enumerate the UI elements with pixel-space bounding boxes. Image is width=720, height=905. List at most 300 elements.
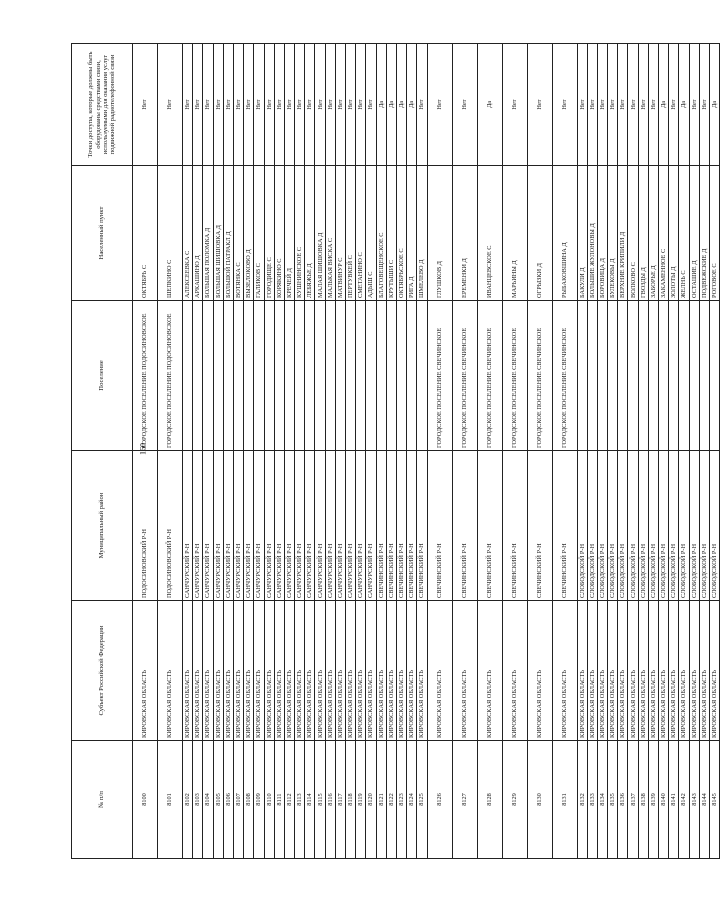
cell-district: СВЕЧИНСКИЙ Р-Н (527, 451, 552, 601)
cell-locality: РЫБАКОВШИНА Д (552, 166, 577, 301)
cell-locality: ЗОЛОТЫ Д (669, 166, 679, 301)
cell-device: Нет (295, 44, 305, 166)
cell-district: САНЧУРСКИЙ Р-Н (315, 451, 325, 601)
table-row (233, 44, 243, 859)
cell-subject: КИРОВСКАЯ ОБЛАСТЬ (356, 601, 366, 741)
cell-district: САНЧУРСКИЙ Р-Н (356, 451, 366, 601)
cell-settlement (223, 301, 233, 451)
access-points-table (71, 43, 720, 859)
cell-settlement (295, 301, 305, 451)
cell-num: 8103 (193, 741, 203, 859)
cell-subject: КИРОВСКАЯ ОБЛАСТЬ (407, 601, 417, 741)
cell-settlement (233, 301, 243, 451)
cell-subject: КИРОВСКАЯ ОБЛАСТЬ (183, 601, 193, 741)
cell-district: СЛОБОДСКОЙ Р-Н (628, 451, 638, 601)
cell-subject: КИРОВСКАЯ ОБЛАСТЬ (254, 601, 264, 741)
cell-subject: КИРОВСКАЯ ОБЛАСТЬ (679, 601, 689, 741)
table-row (502, 44, 527, 859)
cell-locality: МАЛАЯ ШИШОВКА Д (315, 166, 325, 301)
cell-subject: КИРОВСКАЯ ОБЛАСТЬ (699, 601, 709, 741)
cell-subject: КИРОВСКАЯ ОБЛАСТЬ (552, 601, 577, 741)
cell-device: Нет (618, 44, 628, 166)
cell-subject: КИРОВСКАЯ ОБЛАСТЬ (709, 601, 719, 741)
cell-locality: ОКТЯБРЬСКОЕ С (396, 166, 406, 301)
cell-district: САНЧУРСКИЙ Р-Н (213, 451, 223, 601)
table-row (244, 44, 254, 859)
cell-num: 8107 (233, 741, 243, 859)
cell-subject: КИРОВСКАЯ ОБЛАСТЬ (452, 601, 477, 741)
cell-district: САНЧУРСКИЙ Р-Н (223, 451, 233, 601)
cell-locality: ГЛУШКОВ Д (427, 166, 452, 301)
cell-num: 8112 (284, 741, 294, 859)
cell-device: Нет (597, 44, 607, 166)
cell-num: 8135 (608, 741, 618, 859)
cell-settlement (659, 301, 669, 451)
cell-num: 8101 (158, 741, 183, 859)
cell-subject: КИРОВСКАЯ ОБЛАСТЬ (233, 601, 243, 741)
table-row (295, 44, 305, 859)
header-subject: Субъект Российской Федерации (72, 601, 133, 741)
cell-num: 8134 (597, 741, 607, 859)
cell-district: СЛОБОДСКОЙ Р-Н (679, 451, 689, 601)
cell-subject: КИРОВСКАЯ ОБЛАСТЬ (376, 601, 386, 741)
cell-subject: КИРОВСКАЯ ОБЛАСТЬ (597, 601, 607, 741)
cell-settlement: ГОРОДСКОЕ ПОСЕЛЕНИЕ СВЕЧИНСКОЕ (502, 301, 527, 451)
table-row (264, 44, 274, 859)
table-row (597, 44, 607, 859)
cell-district: СЛОБОДСКОЙ Р-Н (618, 451, 628, 601)
cell-locality: КРЕЧЕЙ Д (284, 166, 294, 301)
cell-locality: АЛЕКСЕЕВКА С (183, 166, 193, 301)
cell-device: Нет (552, 44, 577, 166)
cell-locality: МАТВИНУР С (335, 166, 345, 301)
rotated-table-container (71, 44, 718, 859)
cell-device: Нет (233, 44, 243, 166)
table-row (699, 44, 709, 859)
cell-locality: МАРЬИНЫ Д (502, 166, 527, 301)
cell-device: Нет (244, 44, 254, 166)
cell-device: Нет (223, 44, 233, 166)
cell-num: 8121 (376, 741, 386, 859)
cell-device: Нет (213, 44, 223, 166)
cell-locality: ЛЕБЯЖЬЕ Д (305, 166, 315, 301)
cell-locality: БОЛЬШАЯ ПОЛОМКА Д (203, 166, 213, 301)
header-locality: Населенный пункт (72, 166, 133, 301)
table-row (679, 44, 689, 859)
table-row (305, 44, 315, 859)
cell-settlement (679, 301, 689, 451)
cell-district: СВЕЧИНСКИЙ Р-Н (452, 451, 477, 601)
cell-district: СЛОБОДСКОЙ Р-Н (638, 451, 648, 601)
cell-locality: ИВАНЦЕВСКОЕ С (477, 166, 502, 301)
cell-num: 8104 (203, 741, 213, 859)
cell-num: 8109 (254, 741, 264, 859)
cell-settlement (689, 301, 699, 451)
cell-district: САНЧУРСКИЙ Р-Н (346, 451, 356, 601)
cell-district: САНЧУРСКИЙ Р-Н (305, 451, 315, 601)
cell-locality: ВЕРХНИЕ КРИПИЛИ Д (618, 166, 628, 301)
table-body (133, 44, 720, 859)
cell-district: СЛОБОДСКОЙ Р-Н (577, 451, 587, 601)
cell-district: САНЧУРСКИЙ Р-Н (274, 451, 284, 601)
cell-locality: ЗАБОРЬЕ Д (648, 166, 658, 301)
cell-device: Нет (305, 44, 315, 166)
cell-device: Нет (158, 44, 183, 166)
table-row (376, 44, 386, 859)
cell-locality: ОКТЯБРЬ С (133, 166, 158, 301)
cell-num: 8139 (648, 741, 658, 859)
cell-subject: КИРОВСКАЯ ОБЛАСТЬ (618, 601, 628, 741)
table-row (648, 44, 658, 859)
table-row (213, 44, 223, 859)
cell-num: 8145 (709, 741, 719, 859)
cell-device: Да (477, 44, 502, 166)
cell-district: САНЧУРСКИЙ Р-Н (366, 451, 376, 601)
table-row (669, 44, 679, 859)
cell-locality: ГАЛИКОВ С (254, 166, 264, 301)
cell-locality: БУЛЕКОВЫ Д (608, 166, 618, 301)
cell-subject: КИРОВСКАЯ ОБЛАСТЬ (477, 601, 502, 741)
table-row (356, 44, 366, 859)
cell-district: САНЧУРСКИЙ Р-Н (233, 451, 243, 601)
cell-device: Нет (254, 44, 264, 166)
cell-device: Нет (587, 44, 597, 166)
cell-num: 8100 (133, 741, 158, 859)
cell-settlement (346, 301, 356, 451)
cell-locality: БОРОВИЦА Д (597, 166, 607, 301)
cell-locality: СМЕТАНИНО С (356, 166, 366, 301)
page-number: 160 (138, 443, 148, 455)
cell-settlement (183, 301, 193, 451)
cell-device: Нет (264, 44, 274, 166)
cell-settlement: ГОРОДСКОЕ ПОСЕЛЕНИЕ СВЕЧИНСКОЕ (427, 301, 452, 451)
cell-district: СЛОБОДСКОЙ Р-Н (648, 451, 658, 601)
table-row (608, 44, 618, 859)
cell-settlement (315, 301, 325, 451)
cell-subject: КИРОВСКАЯ ОБЛАСТЬ (315, 601, 325, 741)
cell-settlement (618, 301, 628, 451)
cell-subject: КИРОВСКАЯ ОБЛАСТЬ (244, 601, 254, 741)
cell-num: 8128 (477, 741, 502, 859)
cell-device: Нет (628, 44, 638, 166)
cell-district: СВЕЧИНСКИЙ Р-Н (552, 451, 577, 601)
cell-district: САНЧУРСКИЙ Р-Н (193, 451, 203, 601)
cell-num: 8105 (213, 741, 223, 859)
cell-num: 8129 (502, 741, 527, 859)
cell-district: СЛОБОДСКОЙ Р-Н (689, 451, 699, 601)
cell-settlement (356, 301, 366, 451)
table-row (689, 44, 699, 859)
cell-num: 8114 (305, 741, 315, 859)
cell-district: СВЕЧИНСКИЙ Р-Н (427, 451, 452, 601)
cell-subject: КИРОВСКАЯ ОБЛАСТЬ (587, 601, 597, 741)
cell-district: СЛОБОДСКОЙ Р-Н (608, 451, 618, 601)
cell-settlement: ГОРОДСКОЕ ПОСЕЛЕНИЕ СВЕЧИНСКОЕ (527, 301, 552, 451)
table-row (183, 44, 193, 859)
cell-locality: БОЛЬШИЕ ЖУЛОНОВЫ Д (587, 166, 597, 301)
cell-subject: КИРОВСКАЯ ОБЛАСТЬ (417, 601, 427, 741)
cell-district: СВЕЧИНСКИЙ Р-Н (417, 451, 427, 601)
cell-num: 8137 (628, 741, 638, 859)
cell-subject: КИРОВСКАЯ ОБЛАСТЬ (527, 601, 552, 741)
cell-subject: КИРОВСКАЯ ОБЛАСТЬ (274, 601, 284, 741)
cell-locality: ОГРЫЗКИ Д (527, 166, 552, 301)
cell-num: 8111 (274, 741, 284, 859)
cell-subject: КИРОВСКАЯ ОБЛАСТЬ (133, 601, 158, 741)
cell-subject: КИРОВСКАЯ ОБЛАСТЬ (608, 601, 618, 741)
cell-device: Нет (203, 44, 213, 166)
cell-settlement (335, 301, 345, 451)
cell-settlement (628, 301, 638, 451)
cell-settlement: ГОРОДСКОЕ ПОСЕЛЕНИЕ ПОДОСИНОВСКОЕ (158, 301, 183, 451)
cell-locality: ШЕПКИНО С (158, 166, 183, 301)
table-row (587, 44, 597, 859)
cell-device: Нет (417, 44, 427, 166)
cell-locality: РИГА Д (407, 166, 417, 301)
cell-settlement (648, 301, 658, 451)
table-row (158, 44, 183, 859)
cell-settlement (203, 301, 213, 451)
cell-district: САНЧУРСКИЙ Р-Н (183, 451, 193, 601)
cell-device: Нет (325, 44, 335, 166)
cell-district: СВЕЧИНСКИЙ Р-Н (407, 451, 417, 601)
cell-district: САНЧУРСКИЙ Р-Н (325, 451, 335, 601)
cell-subject: КИРОВСКАЯ ОБЛАСТЬ (689, 601, 699, 741)
cell-subject: КИРОВСКАЯ ОБЛАСТЬ (264, 601, 274, 741)
cell-district: СЛОБОДСКОЙ Р-Н (669, 451, 679, 601)
cell-num: 8122 (386, 741, 396, 859)
cell-settlement (366, 301, 376, 451)
cell-device: Нет (183, 44, 193, 166)
cell-device: Нет (427, 44, 452, 166)
header-num: № п/п (72, 741, 133, 859)
cell-device: Да (376, 44, 386, 166)
cell-subject: КИРОВСКАЯ ОБЛАСТЬ (427, 601, 452, 741)
cell-device: Нет (315, 44, 325, 166)
table-row (335, 44, 345, 859)
cell-district: СЛОБОДСКОЙ Р-Н (699, 451, 709, 601)
cell-subject: КИРОВСКАЯ ОБЛАСТЬ (295, 601, 305, 741)
cell-device: Нет (346, 44, 356, 166)
cell-num: 8125 (417, 741, 427, 859)
cell-settlement (638, 301, 648, 451)
cell-locality: МАЛЬКАЯ ВИСКА С (325, 166, 335, 301)
cell-device: Нет (638, 44, 648, 166)
cell-district: СЛОБОДСКОЙ Р-Н (587, 451, 597, 601)
cell-locality: КРУТЫШИ С (386, 166, 396, 301)
cell-district: САНЧУРСКИЙ Р-Н (203, 451, 213, 601)
table-row (659, 44, 669, 859)
cell-device: Нет (669, 44, 679, 166)
cell-locality: БАКУЛИ Д (577, 166, 587, 301)
cell-device: Нет (689, 44, 699, 166)
cell-district: САНЧУРСКИЙ Р-Н (295, 451, 305, 601)
cell-device: Нет (335, 44, 345, 166)
table-row (396, 44, 406, 859)
cell-subject: КИРОВСКАЯ ОБЛАСТЬ (158, 601, 183, 741)
cell-num: 8123 (396, 741, 406, 859)
cell-device: Нет (133, 44, 158, 166)
cell-subject: КИРОВСКАЯ ОБЛАСТЬ (577, 601, 587, 741)
cell-settlement (417, 301, 427, 451)
cell-num: 8138 (638, 741, 648, 859)
table-row (284, 44, 294, 859)
cell-subject: КИРОВСКАЯ ОБЛАСТЬ (193, 601, 203, 741)
cell-locality: ЕРЕМЕНКИ Д (452, 166, 477, 301)
table-row (386, 44, 396, 859)
cell-settlement (608, 301, 618, 451)
cell-num: 8117 (335, 741, 345, 859)
cell-num: 8115 (315, 741, 325, 859)
cell-num: 8113 (295, 741, 305, 859)
cell-num: 8108 (244, 741, 254, 859)
cell-device: Нет (502, 44, 527, 166)
cell-num: 8124 (407, 741, 417, 859)
cell-device: Да (386, 44, 396, 166)
cell-settlement (407, 301, 417, 451)
table-row (223, 44, 233, 859)
cell-device: Нет (527, 44, 552, 166)
cell-subject: КИРОВСКАЯ ОБЛАСТЬ (648, 601, 658, 741)
cell-locality: ГОРОДИЩЕ С (264, 166, 274, 301)
cell-num: 8127 (452, 741, 477, 859)
cell-locality: ГВОЗДЫ Д (638, 166, 648, 301)
cell-num: 8102 (183, 741, 193, 859)
cell-device: Да (407, 44, 417, 166)
table-row (527, 44, 552, 859)
table-row (628, 44, 638, 859)
cell-settlement (254, 301, 264, 451)
cell-locality: ПОДВЕЖСКИЕ Д (699, 166, 709, 301)
table-row (203, 44, 213, 859)
cell-num: 8142 (679, 741, 689, 859)
cell-locality: БОЛЬШОЙ ПАТРАКЛ Д (223, 166, 233, 301)
cell-settlement (597, 301, 607, 451)
cell-district: СВЕЧИНСКИЙ Р-Н (376, 451, 386, 601)
cell-settlement (274, 301, 284, 451)
cell-subject: КИРОВСКАЯ ОБЛАСТЬ (223, 601, 233, 741)
cell-settlement (669, 301, 679, 451)
cell-settlement: ГОРОДСКОЕ ПОСЕЛЕНИЕ СВЕЧИНСКОЕ (552, 301, 577, 451)
cell-settlement (709, 301, 719, 451)
cell-subject: КИРОВСКАЯ ОБЛАСТЬ (335, 601, 345, 741)
cell-settlement: ГОРОДСКОЕ ПОСЕЛЕНИЕ ПОДОСИНОВСКОЕ (133, 301, 158, 451)
cell-district: СВЕЧИНСКИЙ Р-Н (502, 451, 527, 601)
cell-locality: ОСТАШИЕ Д (689, 166, 699, 301)
header-device: Точки доступа, которые должны быть оборудованы средствами связи, используемыми для оказания услуг подвижной радиотелефонной связи (72, 44, 133, 166)
cell-num: 8119 (356, 741, 366, 859)
cell-locality: ШМЕЛЕВО Д (417, 166, 427, 301)
cell-settlement (284, 301, 294, 451)
table-row (477, 44, 502, 859)
cell-num: 8131 (552, 741, 577, 859)
table-row (407, 44, 417, 859)
cell-locality: БОЛЬШАЯ ШИШОВКА Д (213, 166, 223, 301)
cell-subject: КИРОВСКАЯ ОБЛАСТЬ (386, 601, 396, 741)
cell-subject: КИРОВСКАЯ ОБЛАСТЬ (366, 601, 376, 741)
cell-num: 8116 (325, 741, 335, 859)
table-row (133, 44, 158, 859)
cell-locality: ВОТЯНКА С (233, 166, 243, 301)
cell-settlement (587, 301, 597, 451)
cell-device: Нет (648, 44, 658, 166)
cell-district: СЛОБОДСКОЙ Р-Н (709, 451, 719, 601)
cell-settlement: ГОРОДСКОЕ ПОСЕЛЕНИЕ СВЕЧИНСКОЕ (452, 301, 477, 451)
table-row (366, 44, 376, 859)
cell-device: Нет (284, 44, 294, 166)
cell-district: СВЕЧИНСКИЙ Р-Н (396, 451, 406, 601)
cell-subject: КИРОВСКАЯ ОБЛАСТЬ (305, 601, 315, 741)
table-row (315, 44, 325, 859)
table-row (427, 44, 452, 859)
cell-device: Нет (577, 44, 587, 166)
cell-subject: КИРОВСКАЯ ОБЛАСТЬ (502, 601, 527, 741)
cell-device: Нет (274, 44, 284, 166)
cell-district: СВЕЧИНСКИЙ Р-Н (477, 451, 502, 601)
cell-district: СВЕЧИНСКИЙ Р-Н (386, 451, 396, 601)
cell-locality: ЖЕЛНЬ С (679, 166, 689, 301)
cell-subject: КИРОВСКАЯ ОБЛАСТЬ (203, 601, 213, 741)
cell-settlement: ГОРОДСКОЕ ПОСЕЛЕНИЕ СВЕЧИНСКОЕ (477, 301, 502, 451)
cell-locality: РОГОВОЕ С (709, 166, 719, 301)
cell-district: СЛОБОДСКОЙ Р-Н (597, 451, 607, 601)
cell-num: 8144 (699, 741, 709, 859)
cell-district: САНЧУРСКИЙ Р-Н (335, 451, 345, 601)
cell-device: Нет (356, 44, 366, 166)
cell-locality: ЗАКАМЕННОЕ С (659, 166, 669, 301)
cell-device: Нет (699, 44, 709, 166)
table-row (274, 44, 284, 859)
cell-num: 8126 (427, 741, 452, 859)
cell-device: Да (709, 44, 719, 166)
cell-subject: КИРОВСКАЯ ОБЛАСТЬ (325, 601, 335, 741)
cell-subject: КИРОВСКАЯ ОБЛАСТЬ (659, 601, 669, 741)
cell-locality: ВОЛКОВО С (628, 166, 638, 301)
cell-subject: КИРОВСКАЯ ОБЛАСТЬ (638, 601, 648, 741)
table-row (709, 44, 719, 859)
cell-device: Да (396, 44, 406, 166)
cell-locality: БЛАГОВЕЩЕНСКОЕ С (376, 166, 386, 301)
cell-num: 8132 (577, 741, 587, 859)
cell-device: Нет (452, 44, 477, 166)
table-row (254, 44, 264, 859)
cell-district: ПОДОСИНОВСКИЙ Р-Н (133, 451, 158, 601)
cell-locality: ВЫЗЕЛОКОВО Д (244, 166, 254, 301)
table-row (417, 44, 427, 859)
cell-locality: АРКАШИНО Д (193, 166, 203, 301)
cell-device: Нет (366, 44, 376, 166)
cell-subject: КИРОВСКАЯ ОБЛАСТЬ (628, 601, 638, 741)
cell-settlement (244, 301, 254, 451)
cell-locality: КОРЯКИНО С (274, 166, 284, 301)
cell-subject: КИРОВСКАЯ ОБЛАСТЬ (396, 601, 406, 741)
cell-device: Нет (608, 44, 618, 166)
cell-locality: КУШНИНСКОЕ С (295, 166, 305, 301)
table-row (618, 44, 628, 859)
cell-locality: ПЕРТУВКЕЙ С (346, 166, 356, 301)
cell-settlement (386, 301, 396, 451)
cell-num: 8143 (689, 741, 699, 859)
table-row (193, 44, 203, 859)
cell-subject: КИРОВСКАЯ ОБЛАСТЬ (346, 601, 356, 741)
cell-num: 8118 (346, 741, 356, 859)
table-row (325, 44, 335, 859)
cell-subject: КИРОВСКАЯ ОБЛАСТЬ (669, 601, 679, 741)
cell-num: 8130 (527, 741, 552, 859)
cell-district: ПОДОСИНОВСКИЙ Р-Н (158, 451, 183, 601)
table-row (452, 44, 477, 859)
cell-district: САНЧУРСКИЙ Р-Н (264, 451, 274, 601)
